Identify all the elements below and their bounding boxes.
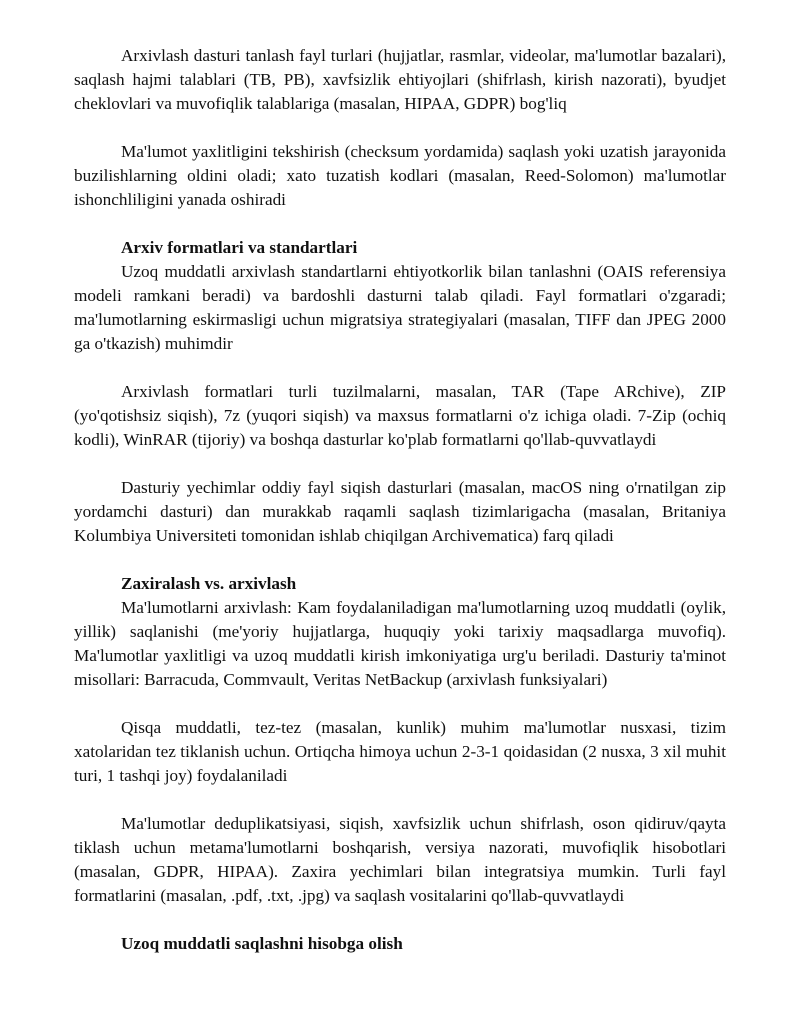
heading-archive-formats: Arxiv formatlari va standartlari (121, 238, 358, 257)
paragraph-oais-standards: Uzoq muddatli arxivlash standartlarni ehtiyotkorlik bilan tanlashni (OAIS referensiya modeli ramkani beradi) va bardoshli dasturni talab qiladi. Fayl formatlari o'zgaradi; ma'lumotlarning eskirmasligi uchun migratsiya strategiyalari (masalan, TIFF dan JPEG 2000 ga o'tkazish) muhimdir (74, 262, 726, 353)
paragraph-archive-formats-list: Arxivlash formatlari turli tuzilmalarni, masalan, TAR (Tape ARchive), ZIP (yo'qotishsiz siqish), 7z (yuqori siqish) va maxsus formatlarni o'z ichiga oladi. 7-Zip (ochiq kodli), WinRAR (tijoriy) va boshqa dasturlar ko'plab formatlarni qo'llab-quvvatlaydi (74, 382, 726, 449)
paragraph-software-solutions: Dasturiy yechimlar oddiy fayl siqish dasturlari (masalan, macOS ning o'rnatilgan zip yordamchi dasturi) dan murakkab raqamli saqlash tizimlarigacha (masalan, Britaniya Kolumbiya Universiteti tomonidan ishlab chiqilgan Archivematica) farq qiladi (74, 478, 726, 545)
heading-long-term-storage: Uzoq muddatli saqlashni hisobga olish (121, 934, 403, 953)
paragraph-archiving-features: Ma'lumotlar deduplikatsiyasi, siqish, xavfsizlik uchun shifrlash, oson qidiruv/qayta tiklash uchun metama'lumotlarni boshqarish, versiya nazorati, muvofiqlik hisobotlari (masalan, GDPR, HIPAA). Zaxira yechimlari bilan integratsiya mumkin. Turli fayl formatlarini (masalan, .pdf, .txt, .jpg) va saqlash vositalarini qo'llab-quvvatlaydi (74, 814, 726, 905)
paragraph-data-archiving-definition: Ma'lumotlarni arxivlash: Kam foydalaniladigan ma'lumotlarning uzoq muddatli (oylik, yillik) saqlanishi (me'yoriy hujjatlarga, huquqiy yoki tarixiy maqsadlarga muvofiq). Ma'lumotlar yaxlitligi va uzoq muddatli kirish imkoniyatiga urg'u beriladi. Dasturiy ta'minot misollari: Barracuda, Commvault, Veritas NetBackup (arxivlash funksiyalari) (74, 598, 726, 689)
document-page (74, 44, 726, 956)
paragraph-archiving-software-selection: Arxivlash dasturi tanlash fayl turlari (hujjatlar, rasmlar, videolar, ma'lumotlar bazalari), saqlash hajmi talablari (TB, PB), xavfsizlik ehtiyojlari (shifrlash, kirish nazorati), byudjet cheklovlari va muvofiqlik talablariga (masalan, HIPAA, GDPR) bog'liq (74, 46, 726, 113)
paragraph-data-integrity: Ma'lumot yaxlitligini tekshirish (checksum yordamida) saqlash yoki uzatish jarayonida buzilishlarning oldini oladi; xato tuzatish kodlari (masalan, Reed-Solomon) ma'lumotlar ishonchliligini yanada oshiradi (74, 142, 726, 209)
heading-backup-vs-archiving: Zaxiralash vs. arxivlash (121, 574, 297, 593)
paragraph-backup-definition: Qisqa muddatli, tez-tez (masalan, kunlik) muhim ma'lumotlar nusxasi, tizim xatolaridan tez tiklanish uchun. Ortiqcha himoya uchun 2-3-1 qoidasidan (2 nusxa, 3 xil muhit turi, 1 tashqi joy) foydalaniladi (74, 718, 726, 785)
